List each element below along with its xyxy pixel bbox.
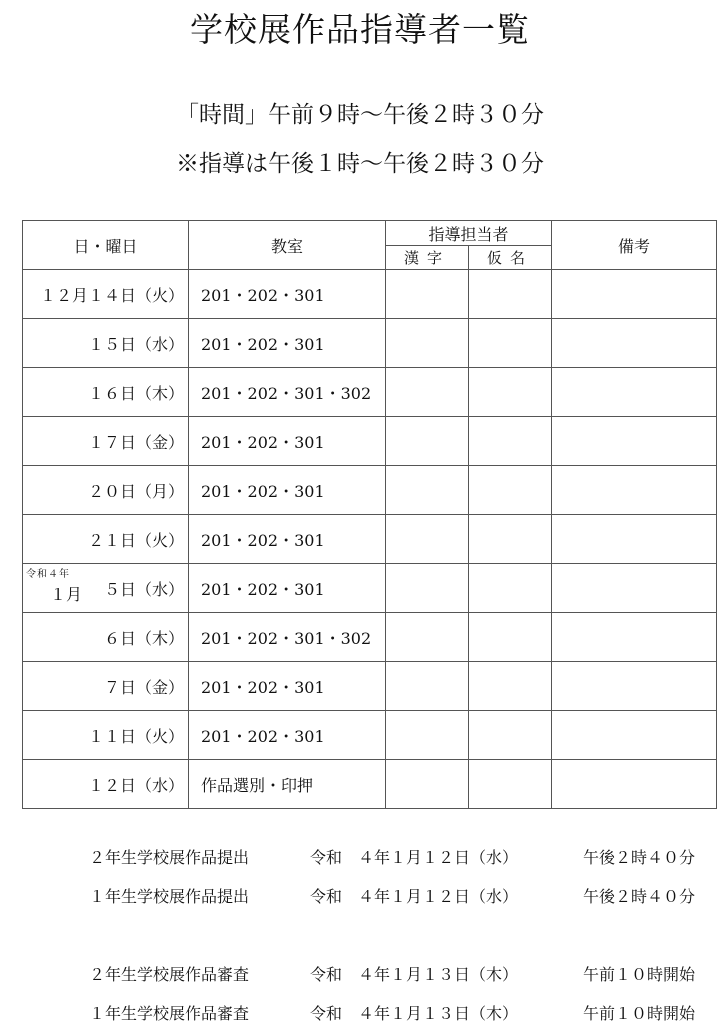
kana-cell[interactable] bbox=[469, 515, 552, 564]
month-label: １月 bbox=[50, 585, 83, 604]
note-time: 午後２時４０分 bbox=[583, 887, 696, 906]
header-date: 日・曜日 bbox=[23, 221, 189, 270]
kana-cell[interactable] bbox=[469, 662, 552, 711]
row-date: ２１日（火） bbox=[23, 515, 189, 564]
header-instructor: 指導担当者 bbox=[386, 221, 552, 246]
note-date: 令和 ４年１月１２日（水） bbox=[310, 848, 519, 867]
kana-cell[interactable] bbox=[469, 417, 552, 466]
kanji-cell[interactable] bbox=[386, 368, 469, 417]
remarks-cell[interactable] bbox=[552, 466, 717, 515]
kanji-cell[interactable] bbox=[386, 711, 469, 760]
remarks-cell[interactable] bbox=[552, 760, 717, 809]
page-title: 学校展作品指導者一覧 bbox=[190, 10, 530, 49]
row-date-with-era bbox=[23, 564, 189, 613]
kanji-cell[interactable] bbox=[386, 564, 469, 613]
remarks-cell[interactable] bbox=[552, 515, 717, 564]
header-room: 教室 bbox=[189, 221, 386, 270]
row-date: ６日（木） bbox=[23, 613, 189, 662]
table-row bbox=[23, 417, 717, 466]
note-time: 午前１０時開始 bbox=[583, 1004, 696, 1023]
table-row bbox=[23, 515, 717, 564]
row-date: ７日（金） bbox=[23, 662, 189, 711]
remarks-cell[interactable] bbox=[552, 711, 717, 760]
era-note: 令和４年 bbox=[26, 569, 70, 580]
row-room: 201・202・301 bbox=[189, 711, 386, 760]
note-date: 令和 ４年１月１３日（木） bbox=[310, 1004, 519, 1023]
kanji-cell[interactable] bbox=[386, 319, 469, 368]
instruction-time-note: ※指導は午後１時～午後２時３０分 bbox=[176, 151, 544, 177]
kana-cell[interactable] bbox=[469, 760, 552, 809]
row-date: １２日（水） bbox=[23, 760, 189, 809]
header-remarks: 備考 bbox=[552, 221, 717, 270]
row-date: １６日（木） bbox=[23, 368, 189, 417]
session-time: 「時間」午前９時～午後２時３０分 bbox=[176, 102, 544, 128]
row-date: １１日（火） bbox=[23, 711, 189, 760]
note-label: １年生学校展作品審査 bbox=[89, 1004, 250, 1023]
table-row bbox=[23, 662, 717, 711]
remarks-cell[interactable] bbox=[552, 564, 717, 613]
row-room: 201・202・301 bbox=[189, 662, 386, 711]
table-row bbox=[23, 760, 717, 809]
row-room: 201・202・301・302 bbox=[189, 368, 386, 417]
row-date: １７日（金） bbox=[23, 417, 189, 466]
row-room: 201・202・301・302 bbox=[189, 613, 386, 662]
table-row bbox=[23, 613, 717, 662]
table-row bbox=[23, 368, 717, 417]
kanji-cell[interactable] bbox=[386, 662, 469, 711]
row-room: 201・202・301 bbox=[189, 564, 386, 613]
row-date: ５日（水） bbox=[103, 579, 184, 599]
note-date: 令和 ４年１月１３日（木） bbox=[310, 965, 519, 984]
note-label: ２年生学校展作品審査 bbox=[89, 965, 250, 984]
table-row bbox=[23, 564, 717, 613]
kana-cell[interactable] bbox=[469, 613, 552, 662]
note-time: 午前１０時開始 bbox=[583, 965, 696, 984]
remarks-cell[interactable] bbox=[552, 319, 717, 368]
table-row bbox=[23, 466, 717, 515]
remarks-cell[interactable] bbox=[552, 368, 717, 417]
kanji-cell[interactable] bbox=[386, 760, 469, 809]
instructor-schedule-table bbox=[22, 220, 717, 809]
note-time: 午後２時４０分 bbox=[583, 848, 696, 867]
kanji-cell[interactable] bbox=[386, 613, 469, 662]
row-date: １２月１４日（火） bbox=[23, 270, 189, 319]
row-room: 201・202・301 bbox=[189, 515, 386, 564]
row-date: ２０日（月） bbox=[23, 466, 189, 515]
table-row bbox=[23, 319, 717, 368]
table-row bbox=[23, 270, 717, 319]
kanji-cell[interactable] bbox=[386, 515, 469, 564]
kanji-cell[interactable] bbox=[386, 466, 469, 515]
row-room: 201・202・301 bbox=[189, 319, 386, 368]
kana-cell[interactable] bbox=[469, 711, 552, 760]
kanji-cell[interactable] bbox=[386, 417, 469, 466]
kana-cell[interactable] bbox=[469, 368, 552, 417]
row-room: 201・202・301 bbox=[189, 417, 386, 466]
header-kana: 仮名 bbox=[469, 246, 552, 270]
remarks-cell[interactable] bbox=[552, 613, 717, 662]
remarks-cell[interactable] bbox=[552, 417, 717, 466]
row-room: 201・202・301 bbox=[189, 466, 386, 515]
note-date: 令和 ４年１月１２日（水） bbox=[310, 887, 519, 906]
row-room: 201・202・301 bbox=[189, 270, 386, 319]
kana-cell[interactable] bbox=[469, 466, 552, 515]
kana-cell[interactable] bbox=[469, 319, 552, 368]
note-label: １年生学校展作品提出 bbox=[89, 887, 250, 906]
note-label: ２年生学校展作品提出 bbox=[89, 848, 250, 867]
table-row bbox=[23, 711, 717, 760]
header-kanji: 漢字 bbox=[386, 246, 469, 270]
kanji-cell[interactable] bbox=[386, 270, 469, 319]
row-date: １５日（水） bbox=[23, 319, 189, 368]
kana-cell[interactable] bbox=[469, 564, 552, 613]
remarks-cell[interactable] bbox=[552, 270, 717, 319]
row-room: 作品選別・印押 bbox=[189, 760, 386, 809]
kana-cell[interactable] bbox=[469, 270, 552, 319]
remarks-cell[interactable] bbox=[552, 662, 717, 711]
